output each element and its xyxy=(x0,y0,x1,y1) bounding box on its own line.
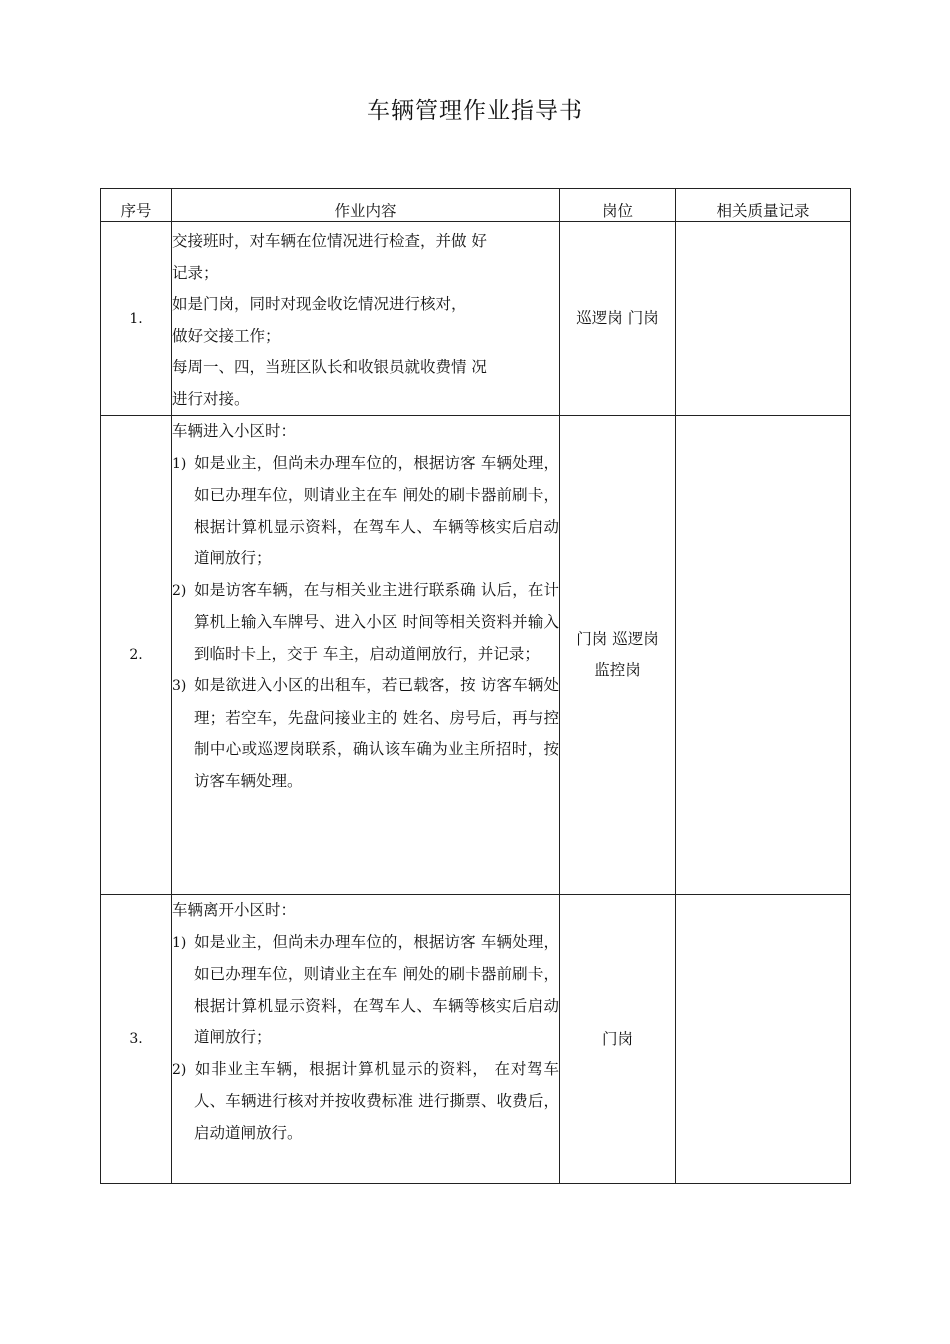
row-number: 2. xyxy=(101,416,172,895)
item-text: 如是业主，但尚未办理车位的，根据访客 车辆处理，如已办理车位，则请业主在车 闸处的刷卡器前刷卡，根据计算机显示资料，在驾车人、车辆等核实后启动道闸放行； xyxy=(194,453,559,567)
item-text: 如是业主，但尚未办理车位的，根据访客 车辆处理，如已办理车位，则请业主在车 闸处的刷卡器前刷卡，根据计算机显示资料，在驾车人、车辆等核实后启动道闸放行； xyxy=(194,932,559,1046)
content-line: 做好交接工作； xyxy=(172,326,281,345)
content-intro: 车辆进入小区时： xyxy=(172,422,297,440)
content-line: 每周一、四，当班区队长和收银员就收费情 况 xyxy=(172,358,487,376)
item-number: 1) xyxy=(172,934,187,951)
item-number: 2) xyxy=(172,1061,187,1078)
table-header-row xyxy=(101,189,851,222)
item-text: 如是访客车辆，在与相关业主进行联系确 认后，在计算机上输入车牌号、进入小区 时间等相关资料并输入到临时卡上，交于 车主，启动道闸放行，并记录； xyxy=(194,580,559,663)
header-post: 岗位 xyxy=(560,189,676,222)
post-line: 监控岗 xyxy=(594,661,641,679)
row-content xyxy=(172,222,560,416)
item-text: 如是欲进入小区的出租车，若已载客，按 访客车辆处理；若空车，先盘问接业主的 姓名、房号后，再与控制中心或巡逻岗联系，确认该车确为业主所招时，按访客车辆处理。 xyxy=(194,676,559,790)
row-content xyxy=(172,895,560,1184)
item-number: 3) xyxy=(172,678,187,694)
table-row xyxy=(101,222,851,416)
row-content xyxy=(172,416,560,895)
post-line: 巡逻岗 门岗 xyxy=(576,309,659,327)
content-line: 记录； xyxy=(172,263,219,282)
row-post xyxy=(560,895,676,1184)
row-number: 3. xyxy=(101,895,172,1184)
header-content: 作业内容 xyxy=(172,189,560,222)
item-text: 如非业主车辆，根据计算机显示的资料， 在对驾车人、车辆进行核对并按收费标准 进行撕票、收费后，启动道闸放行。 xyxy=(194,1059,559,1142)
content-line: 进行对接。 xyxy=(172,389,250,408)
row-number: 1. xyxy=(101,222,172,416)
work-instruction-table xyxy=(100,188,851,1184)
item-number: 1) xyxy=(172,455,187,472)
row-record xyxy=(676,895,851,1184)
content-intro: 车辆离开小区时： xyxy=(172,901,297,919)
row-post xyxy=(560,416,676,895)
row-post xyxy=(560,222,676,416)
row-record xyxy=(676,416,851,895)
row-record xyxy=(676,222,851,416)
header-record: 相关质量记录 xyxy=(676,189,851,222)
list-item xyxy=(172,670,559,797)
list-item xyxy=(172,927,559,1054)
list-item xyxy=(172,575,559,671)
table-row xyxy=(101,416,851,895)
list-item xyxy=(172,448,559,575)
document-title: 车辆管理作业指导书 xyxy=(367,98,583,124)
content-line: 交接班时，对车辆在位情况进行检查，并做 好 xyxy=(172,232,487,250)
item-number: 2) xyxy=(172,582,187,599)
list-item xyxy=(172,1054,559,1150)
post-line: 门岗 巡逻岗 xyxy=(576,630,659,648)
header-no: 序号 xyxy=(101,189,172,222)
table-row xyxy=(101,895,851,1184)
content-line: 如是门岗，同时对现金收讫情况进行核对， xyxy=(172,295,467,313)
post-line: 门岗 xyxy=(601,1029,633,1048)
